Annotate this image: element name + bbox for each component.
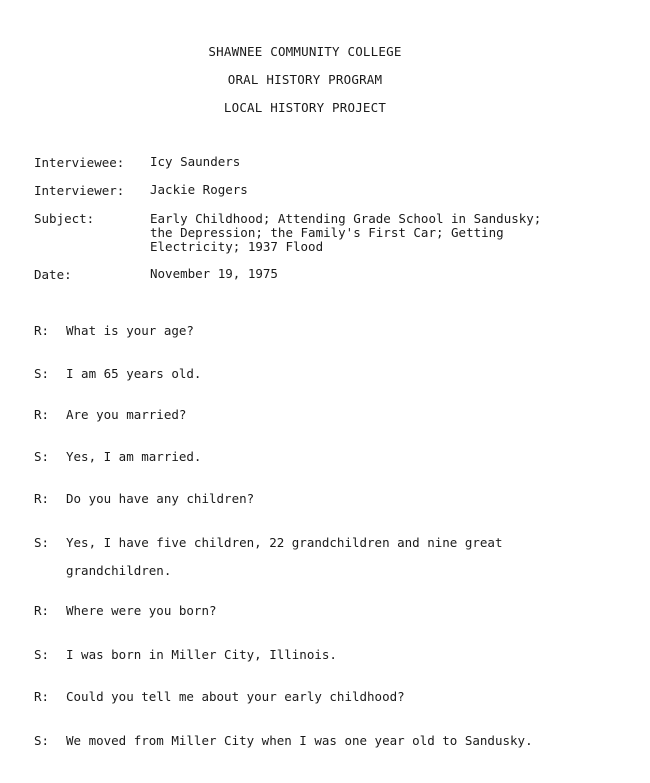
interviewer-label: Interviewer: <box>34 183 125 198</box>
date-value: November 19, 1975 <box>150 266 278 281</box>
interviewee-value: Icy Saunders <box>150 154 241 169</box>
transcript-line: Are you married? <box>66 407 187 422</box>
speaker-s: S: <box>34 366 50 381</box>
speaker-s: S: <box>34 449 50 464</box>
transcript-line: grandchildren. <box>66 563 172 578</box>
transcript-line: What is your age? <box>66 323 194 338</box>
speaker-r: R: <box>34 689 50 704</box>
transcript-line: I am 65 years old. <box>66 366 202 381</box>
speaker-r: R: <box>34 323 50 338</box>
interviewer-value: Jackie Rogers <box>150 182 248 197</box>
transcript-line: I was born in Miller City, Illinois. <box>66 647 337 662</box>
transcript-line: Where were you born? <box>66 603 217 618</box>
interviewee-label: Interviewee: <box>34 155 125 170</box>
transcript-line: Yes, I have five children, 22 grandchildren and nine great <box>66 535 503 550</box>
transcript-line: We moved from Miller City when I was one year old to Sandusky. <box>66 733 533 748</box>
subject-label: Subject: <box>34 211 95 226</box>
program-name: ORAL HISTORY PROGRAM <box>227 72 383 87</box>
speaker-r: R: <box>34 407 50 422</box>
transcript-line: Do you have any children? <box>66 491 255 506</box>
transcript-line: Could you tell me about your early childhood? <box>66 689 405 704</box>
speaker-r: R: <box>34 491 50 506</box>
date-label: Date: <box>34 267 72 282</box>
speaker-s: S: <box>34 647 50 662</box>
speaker-s: S: <box>34 733 50 748</box>
college-name: SHAWNEE COMMUNITY COLLEGE <box>208 44 402 59</box>
speaker-s: S: <box>34 535 50 550</box>
transcript-line: Yes, I am married. <box>66 449 202 464</box>
speaker-r: R: <box>34 603 50 618</box>
subject-value: Early Childhood; Attending Grade School in Sandusky; the Depression; the Family's First Car; Getting Electricity; 1937 Flood <box>150 211 542 254</box>
project-name: LOCAL HISTORY PROJECT <box>223 100 387 115</box>
